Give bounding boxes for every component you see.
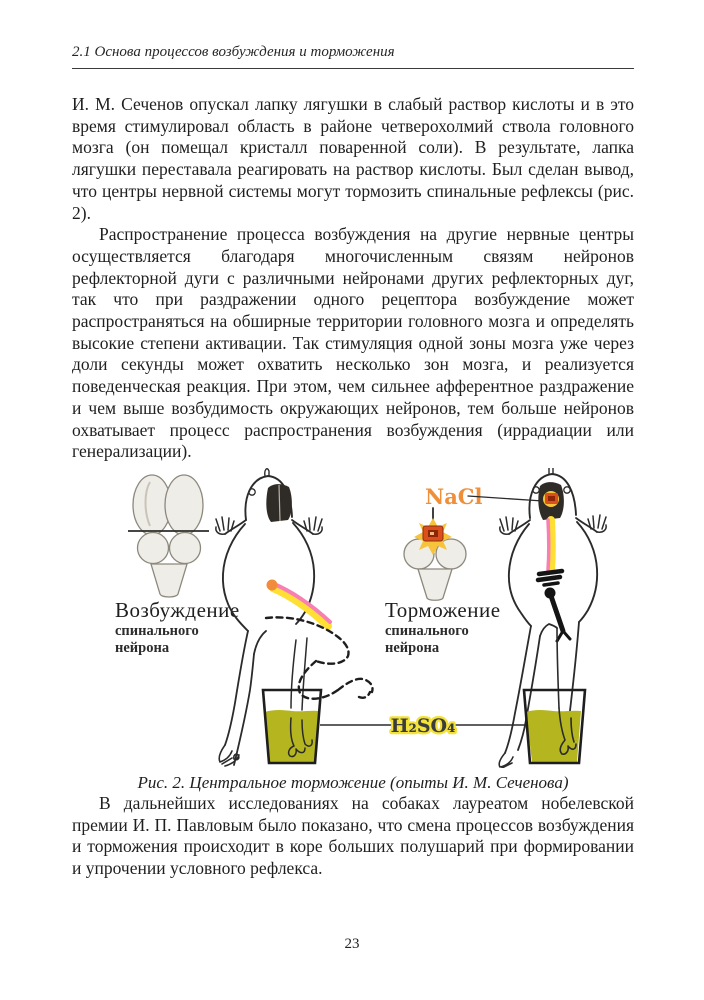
label-inhibition-line1: Торможение <box>385 597 501 622</box>
body-text <box>72 94 634 463</box>
label-excitation-line2: спинального <box>115 622 199 639</box>
label-excitation-line3: нейрона <box>115 639 170 656</box>
label-inhibition-line3: нейрона <box>385 639 440 656</box>
frog-hand-icon <box>500 517 518 534</box>
running-head: 2.1 Основа процессов возбуждения и торможения <box>72 44 634 69</box>
beaker-right <box>524 690 585 763</box>
paragraph-1: И. М. Сеченов опускал лапку лягушки в слабый раствор кислоты и в это время стимулировал область в районе четверохолмий ствола головного мозга (он помещал кристалл поваренной соли). В результате, лапка лягушки переставала реагировать на раствор кислоты. Был сделан вывод, что центры нервной системы могут тормозить спинальные рефлексы (рис. 2). <box>72 94 634 223</box>
acid-liquid-left <box>265 710 319 762</box>
beaker-left <box>263 690 321 763</box>
brain-diagram-right <box>404 518 466 600</box>
frog-hand-icon <box>588 515 606 532</box>
label-excitation-line1: Возбуждение <box>115 597 240 622</box>
frog-hand-icon <box>304 517 322 534</box>
hip-stimulus-dot <box>267 579 278 590</box>
h2so4-callout <box>320 715 532 737</box>
h2so4-label: H₂SO₄ <box>390 714 456 737</box>
nacl-label: NaCl <box>425 483 483 509</box>
paragraph-3: В дальнейших исследованиях на собаках лауреатом нобелевской премии И. П. Павловым было показано, что смена процессов возбуждения и торможения происходит в коре больших полушарий при формировании и упрочении условного рефлекса. <box>72 792 634 879</box>
figure-sechenov-experiment <box>62 468 642 768</box>
figure-caption: Рис. 2. Центральное торможение (опыты И. М. Сеченова) <box>137 772 569 792</box>
label-excitation <box>115 598 240 656</box>
nacl-callout <box>425 484 543 524</box>
frog-hand-icon <box>216 517 234 534</box>
figure-canvas <box>62 468 642 768</box>
page-number: 23 <box>344 936 360 952</box>
paragraph-2: Распространение процесса возбуждения на другие нервные центры осуществляется благодаря многочисленным связям нейронов рефлекторной дуги с различными нейронами других рефлекторных дуг, так что при раздражении одного рецептора возбуждение может распространяться на обширные территории головного мозга и определять высокие степени активации. Так стимуляция одной зоны мозга уже через доли секунды может охватить несколько зон мозга, и реализуется поведенческая реакция. При этом, чем сильнее афферентное раздражение и чем выше возбудимость окружающих нейронов, тем больше нейронов охватывает процесс распространения возбуждения (иррадиации или генерализации). <box>72 224 634 462</box>
leg-withdrawal-dashes <box>266 617 373 698</box>
brain-diagram-left <box>128 475 209 597</box>
label-inhibition <box>385 598 501 656</box>
label-inhibition-line2: спинального <box>385 622 469 639</box>
